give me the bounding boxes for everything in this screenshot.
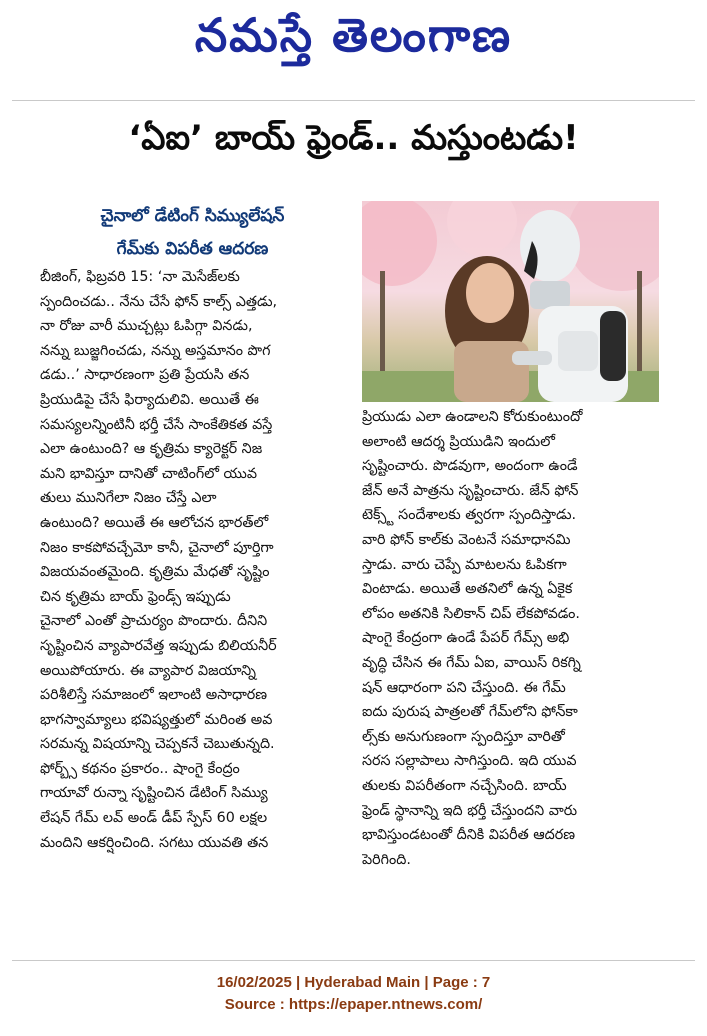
text-line: తులు మునిగేలా నిజం చేస్తే ఎలా [40,490,217,507]
text-line: నన్ను బుజ్జగించడు, నన్ను అస్తమానం పొగ [40,342,271,359]
text-line: వృద్ధి చేసిన ఈ గేమ్ ఏఐ, వాయిస్ రికగ్ని [362,654,581,671]
text-line: షన్ ఆధారంగా పని చేస్తుంది. ఈ గేమ్ [362,679,566,696]
text-line: టెక్స్ట్ సందేశాలకు త్వరగా స్పందిస్తాడు. [362,507,577,524]
text-line: స్పందించడు.. నేను చేసే ఫోన్ కాల్స్ ఎత్తడు, [40,293,278,310]
article-subhead [40,200,345,266]
text-line: వారి ఫోన్ కాల్‌కు వెంటనే సమాధానమి [362,531,571,548]
text-line: సృష్టించిన వ్యాపారవేత్త ఇప్పుడు బిలియనీర్ [40,637,277,654]
text-line: ఉంటుంది? అయితే ఈ ఆలోచన భారత్‌లో [40,514,269,531]
top-divider [12,100,695,101]
bottom-divider [12,960,695,961]
text-line: భాగస్వామ్యాలు భవిష్యత్తులో మరింత అవ [40,711,273,728]
article-photo [362,201,659,402]
article-column-right [362,405,662,872]
text-line: ప్రియుడు ఎలా ఉండాలని కోరుకుంటుందో [362,409,583,425]
text-line: సరమన్న విషయాన్ని చెప్పకనే చెబుతున్నది. [40,736,275,753]
text-line: సమస్యలన్నింటినీ భర్తీ చేసే సాంకేతికత వస్తే [40,416,273,433]
text-line: సరస సల్లాపాలు సాగిస్తుంది. ఇది యువ [362,753,577,770]
text-line: అయిపోయారు. ఈ వ్యాపార విజయాన్ని [40,662,256,679]
text-line: భావిస్తుండటంతో దీనికి విపరీత ఆదరణ [362,827,576,844]
masthead-title: నమస్తే తెలంగాణ [194,8,513,62]
text-line: చిన కృత్రిమ బాయ్ ఫ్రెండ్స్ ఇప్పుడు [40,588,231,605]
text-line: ఎలా ఉంటుంది? ఆ కృత్రిమ క్యారెక్టర్ నిజ [40,441,263,458]
subhead-line: గేమ్‌కు విపరీత ఆదరణ [116,239,269,259]
text-line: మని భావిస్తూ దానితో చాటింగ్‌లో యువ [40,465,257,482]
text-line: నా రోజు వారీ ముచ్చట్లు ఓపిగ్గా వినడు, [40,318,253,335]
subhead-line: చైనాలో డేటింగ్ సిమ్యులేషన్ [100,206,285,226]
text-line: చైనాలో ఎంతో ప్రాచుర్యం పొందారు. దీనిని [40,613,268,630]
text-line: ఫోర్బ్స్ కథనం ప్రకారం.. షాంగై కేంద్రం [40,760,240,777]
text-line: బీజింగ్, ఫిబ్రవరి 15: ‘నా మెసేజ్‌లకు [40,269,240,285]
text-line: గాయావో రున్నా సృష్టించిన డేటింగ్ సిమ్యు [40,785,268,802]
text-line: ఐదు పురుష పాత్రలతో గేమ్‌లోని ఫోన్‌కా [362,704,578,721]
footer-source: Source : https://epaper.ntnews.com/ [224,996,483,1013]
text-line: ప్రియుడిపై చేసే ఫిర్యాదులివి. అయితే ఈ [40,391,259,408]
text-line: లేషన్ గేమ్ లవ్ అండ్ డీప్ స్పేస్ 60 లక్షల [40,810,268,827]
text-line: మందిని ఆకర్షించింది. సగటు యువతి తన [40,834,269,851]
article-headline: ‘ఏఐ’ బాయ్ ఫ్రెండ్.. మస్తుంటడు! [128,118,579,158]
text-line: తులకు విపరీతంగా నచ్చేసింది. బాయ్ [362,777,567,794]
text-line: షాంగై కేంద్రంగా ఉండే పేపర్ గేమ్స్ అభి [362,630,570,647]
text-line: అలాంటి ఆదర్శ ప్రియుడిని ఇందులో [362,433,555,450]
footer-date-edition: 16/02/2025 | Hyderabad Main | Page : 7 [216,974,491,991]
article-column-left [40,265,345,855]
text-line: నిజం కాకపోవచ్చేమో కానీ, చైనాలో పూర్తిగా [40,539,274,556]
text-line: ల్స్‌కు అనుగుణంగా స్పందిస్తూ వారితో [362,728,565,745]
text-line: వింటాడు. అయితే అతనిలో ఉన్న ఏకైక [362,581,573,598]
woman-robot-embrace-illustration [362,201,659,402]
text-line: విజయవంతమైంది. కృత్రిమ మేధతో సృష్టిం [40,564,270,581]
text-line: సృష్టించారు. పొడవుగా, అందంగా ఉండే [362,458,578,475]
text-line: డడు..’ సాధారణంగా ప్రతి ప్రేయసి తన [40,367,250,384]
text-line: పెరిగింది. [362,851,411,868]
text-line: స్తాడు. వారు చెప్పే మాటలను ఓపికగా [362,556,567,573]
text-line: లోపం అతనికి సిలికాన్ చిప్ లేకపోవడం. [362,605,580,622]
text-line: జేన్ అనే పాత్రను సృష్టించారు. జేన్ ఫోన్ [362,482,579,499]
text-line: ఫ్రెండ్ స్థానాన్ని ఇది భర్తీ చేస్తుందని వారు [362,802,578,819]
text-line: పరిశీలిస్తే సమాజంలో ఇలాంటి అసాధారణ [40,687,268,704]
